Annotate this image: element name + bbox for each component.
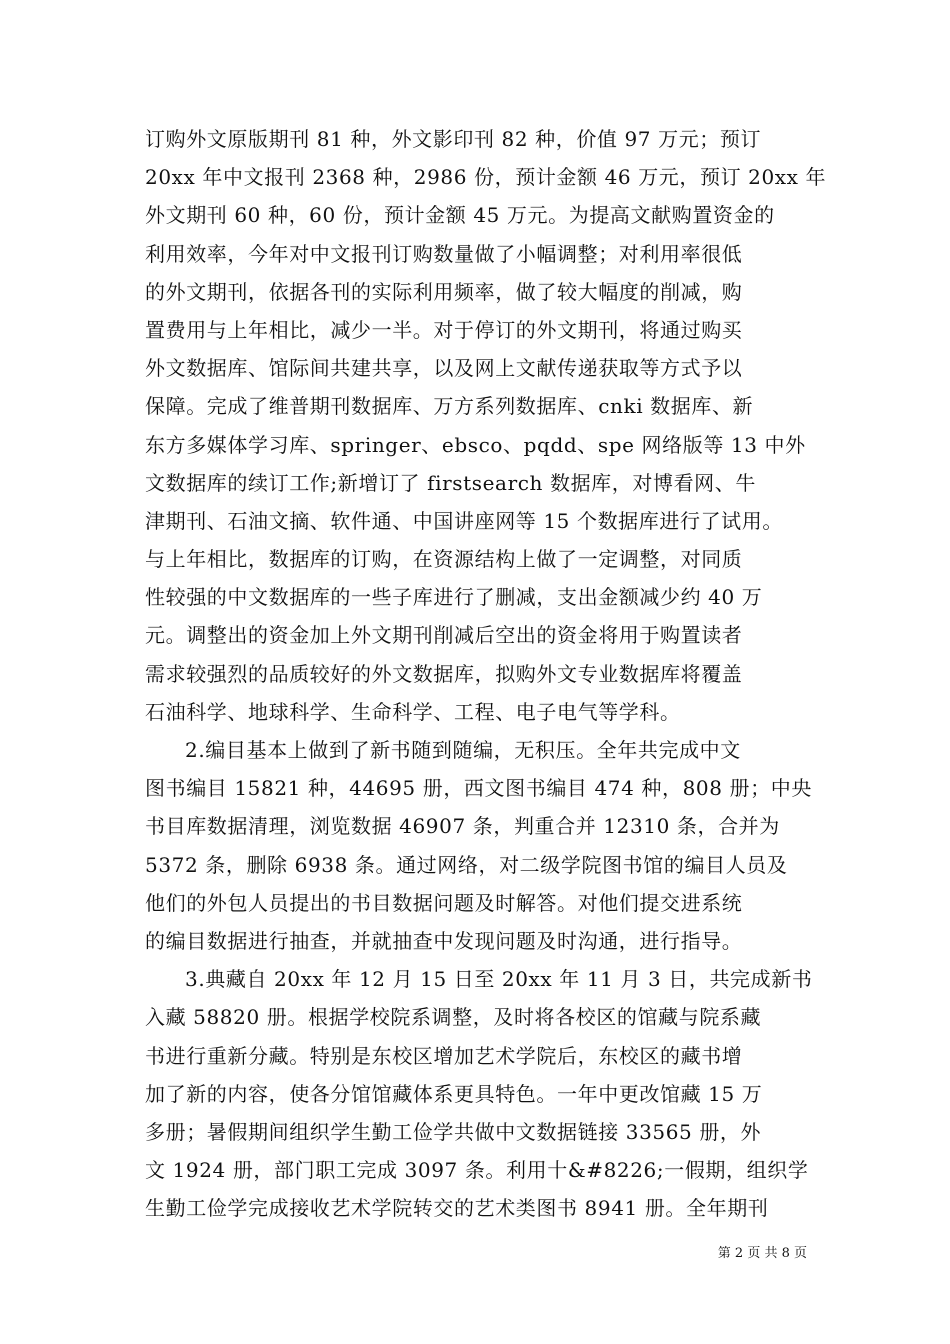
text-line: 图书编目 15821 种，44695 册，西文图书编目 474 种，808 册；中央 [145,776,812,801]
page-number: 第 2 页 共 8 页 [717,1246,807,1261]
text-line: 多册；暑假期间组织学生勤工俭学共做中文数据链接 33565 册，外 [145,1119,762,1144]
text-line: 文 1924 册，部门职工完成 3097 条。利用十&#8226;一假期，组织学 [145,1158,809,1183]
text-line: 石油科学、地球科学、生命科学、工程、电子电气等学科。 [145,699,681,724]
text-line: 津期刊、石油文摘、软件通、中国讲座网等 15 个数据库进行了试用。 [145,508,783,533]
text-line: 置费用与上年相比，减少一半。对于停订的外文期刊，将通过购买 [145,317,743,342]
text-line: 的编目数据进行抽查，并就抽查中发现问题及时沟通，进行指导。 [145,928,743,953]
text-line: 文数据库的续订工作;新增订了 firstsearch 数据库，对博看网、牛 [145,470,756,495]
text-line: 20xx 年中文报刊 2368 种，2986 份，预计金额 46 万元，预订 20xx 年 [145,165,827,190]
text-line: 元。调整出的资金加上外文期刊削减后空出的资金将用于购置读者 [145,623,743,648]
body-text [145,120,827,1227]
text-line: 与上年相比，数据库的订购，在资源结构上做了一定调整，对同质 [145,547,743,572]
text-line: 他们的外包人员提出的书目数据问题及时解答。对他们提交进系统 [145,890,743,915]
text-line: 订购外文原版期刊 81 种，外文影印刊 82 种，价值 97 万元；预订 [145,127,762,151]
text-line: 入藏 58820 册。根据学校院系调整，及时将各校区的馆藏与院系藏 [145,1005,762,1030]
text-line: 东方多媒体学习库、springer、ebsco、pqdd、spe 网络版等 13 中外 [145,432,806,457]
text-line: 生勤工俭学完成接收艺术学院转交的艺术类图书 8941 册。全年期刊 [145,1196,769,1221]
text-line: 书进行重新分藏。特别是东校区增加艺术学院后，东校区的藏书增 [145,1043,743,1068]
text-line: 利用效率，今年对中文报刊订购数量做了小幅调整；对利用率很低 [145,241,743,266]
text-line: 的外文期刊，依据各刊的实际利用频率，做了较大幅度的削减，购 [145,279,743,304]
text-line: 保障。完成了维普期刊数据库、万方系列数据库、cnki 数据库、新 [145,394,754,419]
text-line: 外文期刊 60 种，60 份，预计金额 45 万元。为提高文献购置资金的 [145,203,775,228]
text-line: 3.典藏自 20xx 年 12 月 15 日至 20xx 年 11 月 3 日，共完成新书 [185,967,813,992]
text-line: 5372 条，删除 6938 条。通过网络，对二级学院图书馆的编目人员及 [145,852,788,877]
text-line: 书目库数据清理，浏览数据 46907 条，判重合并 12310 条，合并为 [145,814,780,839]
text-line: 需求较强烈的品质较好的外文数据库，拟购外文专业数据库将覆盖 [145,661,743,686]
text-line: 外文数据库、馆际间共建共享，以及网上文献传递获取等方式予以 [145,356,743,381]
text-line: 性较强的中文数据库的一些子库进行了删减，支出金额减少约 40 万 [145,585,763,610]
text-line: 加了新的内容，使各分馆馆藏体系更具特色。一年中更改馆藏 15 万 [145,1081,763,1106]
text-line: 2.编目基本上做到了新书随到随编，无积压。全年共完成中文 [185,738,741,762]
